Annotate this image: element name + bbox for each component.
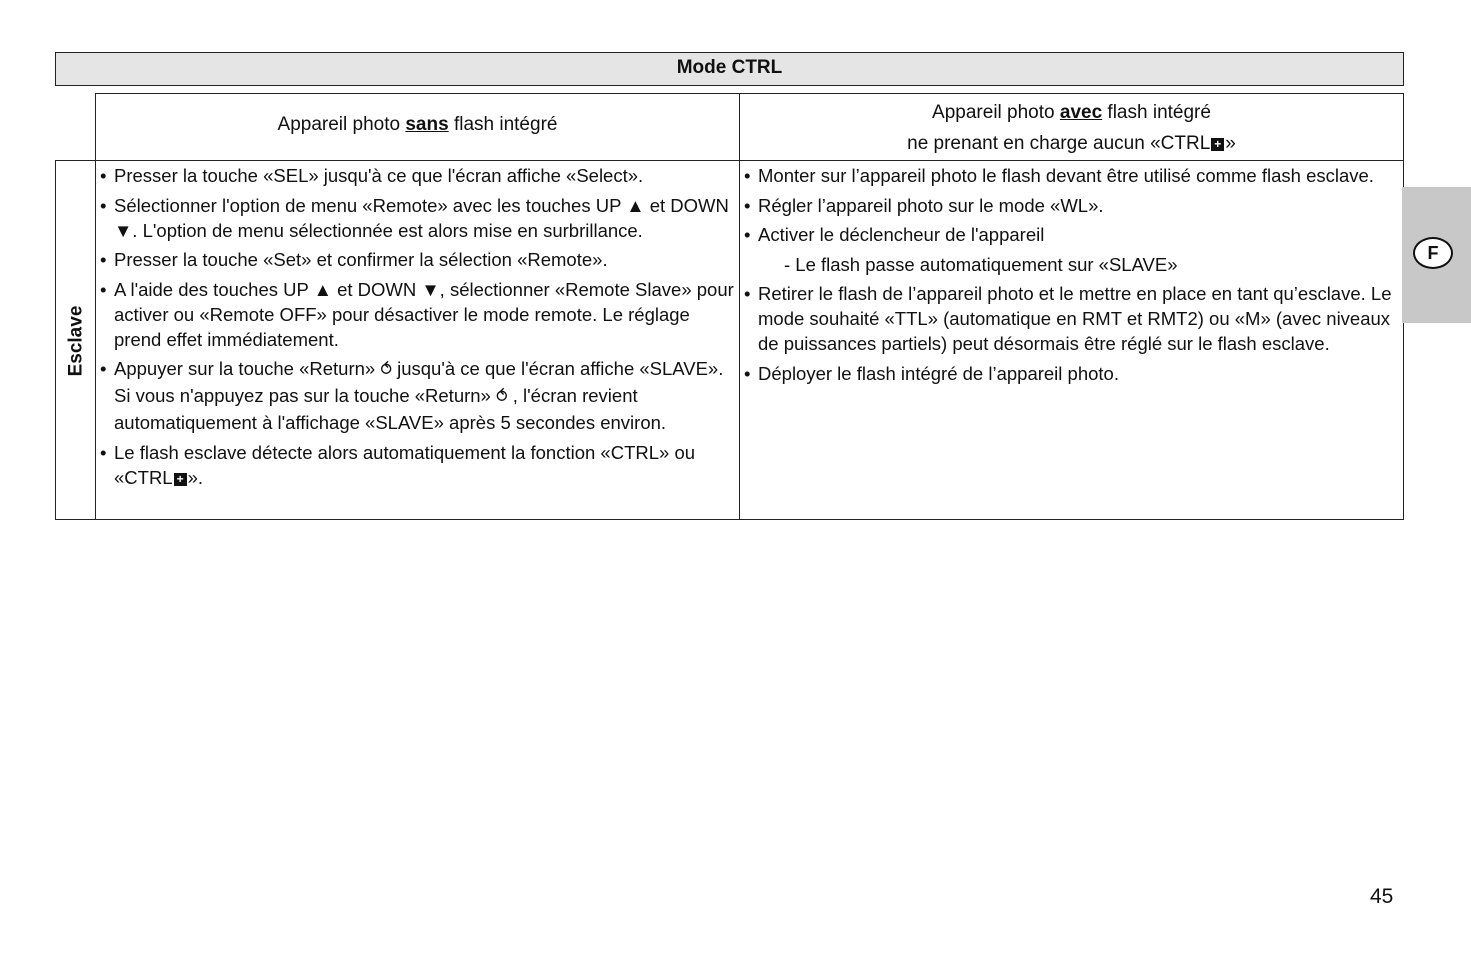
mode-table <box>55 93 1404 520</box>
list-item: • Monter sur l’appareil photo le flash devant être utilisé comme flash esclave. <box>744 163 1401 188</box>
left-instructions-list <box>100 163 737 494</box>
list-item: • Presser la touche «Set» et confirmer la sélection «Remote». <box>100 247 737 272</box>
header-right-emphasis: avec <box>1059 102 1103 123</box>
list-item-text: Le flash esclave détecte alors automatiquement la fonction «CTRL» ou «CTRL <box>114 441 696 488</box>
header-right-post: flash intégré <box>1102 102 1211 123</box>
list-item: • Presser la touche «SEL» jusqu'à ce que l'écran affiche «Select». <box>100 163 737 188</box>
header-right-pre: Appareil photo <box>932 102 1060 123</box>
header-right-line2-post: » <box>1225 133 1236 154</box>
return-icon: ⥀ <box>380 360 392 380</box>
list-item-text: , l'écran revient automatiquement à l'affichage «SLAVE» après 5 secondes environ. <box>114 385 667 433</box>
list-item: • Activer le déclencheur de l'appareil <box>744 222 1401 247</box>
header-right-line2-pre: ne prenant en charge aucun «CTRL <box>907 133 1211 154</box>
ctrl-plus-icon: + <box>1211 138 1224 151</box>
row-label-esclave: Esclave <box>65 305 87 377</box>
list-item-text: jusqu'à ce que l'écran affiche «SLAVE». Si vous n'appuyez pas sur la touche «Return» <box>114 358 724 406</box>
language-tab-badge: F <box>1413 237 1453 269</box>
list-item <box>100 356 737 435</box>
list-item <box>100 440 737 490</box>
list-item: • Déployer le flash intégré de l’appareil photo. <box>744 361 1401 386</box>
header-left-post: flash intégré <box>448 114 558 135</box>
list-item-text: Appuyer sur la touche «Return» <box>114 358 381 379</box>
row-label-cell <box>55 160 96 520</box>
header-right-text <box>740 97 1403 159</box>
section-title: Mode CTRL <box>55 52 1404 86</box>
right-instructions-list <box>744 163 1401 390</box>
header-left-cell <box>95 93 740 161</box>
list-item: • Retirer le flash de l’appareil photo et le mettre en place en tant qu’esclave. Le mode souhaité «TTL» (automatique en RMT et RMT2) ou «M» (avec niveaux de puissances partiels) peut désormais être réglé sur le flash esclave. <box>744 281 1401 356</box>
header-left-pre: Appareil photo <box>277 114 406 135</box>
list-item-text: ». <box>187 466 204 488</box>
left-instructions-cell <box>95 160 740 520</box>
page-number: 45 <box>1370 885 1394 908</box>
header-left-emphasis: sans <box>405 114 449 135</box>
header-left-text <box>96 114 739 136</box>
header-right-cell <box>739 93 1404 161</box>
ctrl-plus-icon: + <box>174 473 187 486</box>
list-item: • Régler l’appareil photo sur le mode «WL». <box>744 193 1401 218</box>
list-item: • Sélectionner l'option de menu «Remote» avec les touches UP ▲ et DOWN ▼. L'option de menu sélectionnée est alors mise en surbrillance. <box>100 193 737 243</box>
list-subitem: - Le flash passe automatiquement sur «SLAVE» <box>784 253 1178 275</box>
language-tab <box>1402 187 1471 323</box>
return-icon: ⥀ <box>496 387 508 407</box>
list-item: • A l'aide des touches UP ▲ et DOWN ▼, sélectionner «Remote Slave» pour activer ou «Remote OFF» pour désactiver le mode remote. Le réglage prend effet immédiatement. <box>100 277 737 352</box>
right-instructions-cell <box>739 160 1404 520</box>
